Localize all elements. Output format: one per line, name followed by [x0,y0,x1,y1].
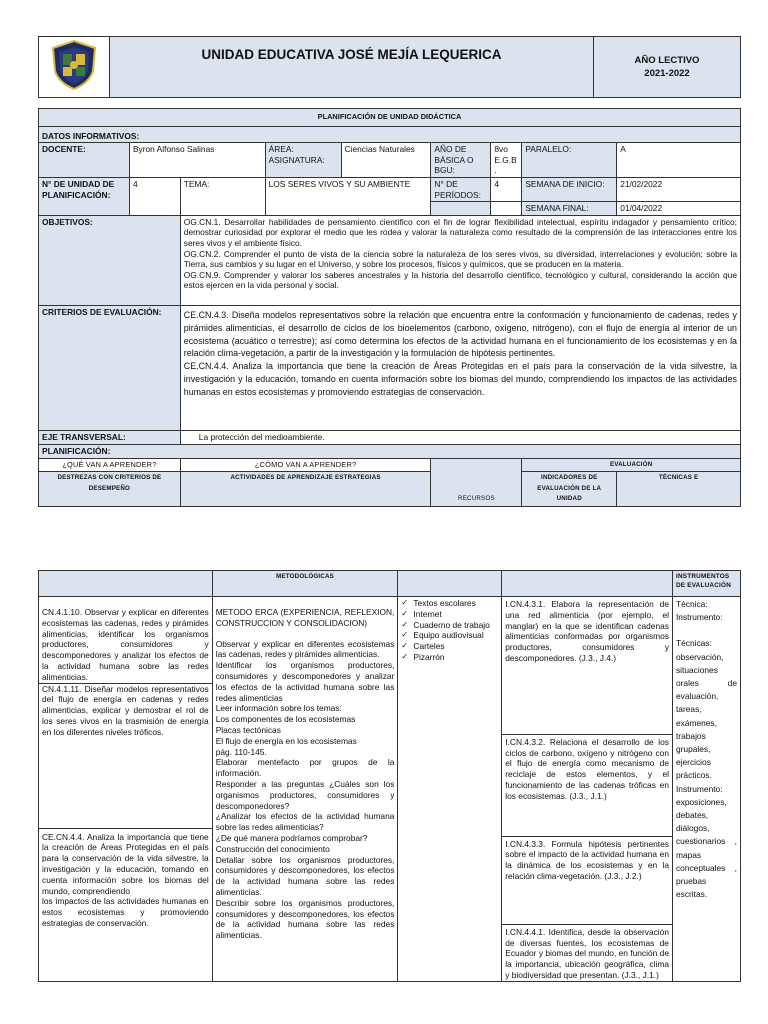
criterios-text [180,305,740,431]
paralelo-label: PARALELO: [522,143,617,178]
actividad-item: Construcción del conocimiento [215,843,330,854]
school-logo-cell [39,37,110,98]
actividad-item: Detallar sobre los organismos productores, consumidores y descomponedores, los efectos de la actividad humana sobre las redes alimenticias. [215,854,395,897]
activities-table [38,570,741,982]
recurso-item: ✓ Internet [401,609,498,620]
actividad-item: El flujo de energía en los ecosistemas [215,735,357,746]
que-aprender: ¿QUÉ VAN A APRENDER? [39,458,181,472]
actividades-cell [212,597,398,982]
actividad-item: Identificar los organismos productores, consumidores y descomponedores y analizar los efectos de la actividad humana sobre las redes alimenticias [215,660,395,703]
final-value: 01/04/2022 [617,202,741,216]
actividad-item: ¿Analizar los efectos de la actividad humana sobre las redes alimenticias? [215,811,395,833]
inicio-label: SEMANA DE INICIO: [522,177,617,201]
indicador-item: I.CN.4.4.1. Identifica, desde la observación de diversas fuentes, los ecosistemas de Ecuador y biomas del mundo, en función de la importancia, ubicación geográfica, clima y biodiversidad que presentan. (J.3., J.1.) [505,926,669,980]
tecnica-item: Instrumento: [675,612,723,623]
school-year-value: 2021-2022 [644,68,690,79]
indicador-item: I.CN.4.3.3. Formula hipótesis pertinentes sobre el impacto de la actividad humana en la dinámica de los ecosistemas y en la relación clima-vegetación. (J.3., J.2.) [502,837,672,925]
destreza-item: CE.CN.4.4. Analiza la importancia que tiene la creación de Áreas Protegidas en el país para la conservación de la vida silvestre, la investigación y la educación, tomando en cuenta información sobre los biomas del mundo, comprendiendo [42,831,209,896]
recursos-cell [398,597,502,982]
destrezas-cell [39,597,213,982]
tecnica-item: Técnica: [675,599,708,609]
final-label: SEMANA FINAL: [522,202,617,216]
school-name: UNIDAD EDUCATIVA JOSÉ MEJÍA LEQUERICA [110,37,594,98]
actividad-item: Responder a las preguntas ¿Cuáles son los organismos productores, consumidores y descomponedores? [215,778,395,811]
tecnicas-cell [672,597,740,982]
school-year-label: AÑO LECTIVO [634,55,700,66]
recurso-item: ✓ Equipo audiovisual [401,630,498,641]
tecnicas-header: TÉCNICAS E [617,472,741,507]
evaluacion-header: EVALUACIÓN [522,458,741,472]
tema-label: TEMA: [180,177,265,215]
indicadores-header: INDICADORES DE EVALUACIÓN DE LA UNIDAD [522,472,617,507]
destreza-item: los impactos de las actividades humanas en estos ecosistemas y promoviendo estrategias de conservación. [42,896,209,928]
planning-title: PLANIFICACIÓN DE UNIDAD DIDÁCTICA [39,109,741,127]
unidad-label: N° DE UNIDAD DE PLANIFICACIÓN: [39,177,130,215]
tecnica-item: Técnicas: observación, situaciones orales de evaluación, tareas, exámenes, trabajos grupales, ejercicios prácticos. [675,638,737,781]
destrezas-header: DESTREZAS CON CRITERIOS DE DESEMPEÑO [39,472,181,507]
school-year [594,37,741,98]
objetivo-item: OG.CN.2. Comprender el punto de vista de la ciencia sobre la naturaleza de los seres vivos, su diversidad, interrelaciones y evolución; sobre la Tierra, sus cambios y su lugar en el Universo, y sobre los procesos, físicos y químicos, que se producen en la materia. [183,248,737,270]
area-value: Ciencias Naturales [341,143,431,178]
criterios-label: CRITERIOS DE EVALUACIÓN: [39,305,181,431]
actividad-item: Elaborar mentefacto por grupos de la información. [215,757,395,779]
inicio-value: 21/02/2022 [617,177,741,201]
eje-label: EJE TRANSVERSAL: [39,431,181,445]
paralelo-value: A [617,143,741,178]
actividad-item: METODO ERCA (EXPERIENCIA, REFLEXION, CONSTRUCCION Y CONSOLIDACION) [215,607,395,628]
indicador-item: I.CN.4.3.1. Elabora la representación de una red alimenticia (por ejemplo, el manglar) en la que se identifican cadenas alimenticias conformadas por organismos productores, consumidores y descomponedores. (J.3., J.4.) [502,597,672,735]
actividad-item: Placas tectónicas [215,724,281,735]
recurso-item: ✓ Pizarrón [401,652,498,663]
objetivos-text [180,215,740,305]
actividad-item: ¿De qué manera podríamos comprobar? [215,832,368,843]
como-aprender: ¿CÓMO VAN A APRENDER? [180,458,431,472]
destreza-item: CN.4.1.10. Observar y explicar en diferentes ecosistemas las cadenas, redes y pirámides alimenticias, identificar los organismos productores, consumidores y descomponedores y analizar los efectos de la actividad humana sobre las redes alimenticias. [39,597,212,684]
tema-value: LOS SERES VIVOS Y SU AMBIENTE [265,177,431,215]
actividad-item: Describir sobre los organismos productores, consumidores y descomponedores, los efectos de la actividad humana sobre las redes alimenticias. [215,897,395,941]
planning-table [38,108,741,507]
periodos-label: N° DE PERÍODOS: [431,177,491,201]
docente-value: Byron Alfonso Salinas [129,143,265,178]
eje-value: La protección del medioambiente. [180,431,740,445]
actividad-item: pág. 110-145. [215,746,267,757]
docente-label: DOCENTE: [39,143,130,178]
recurso-item: ✓ Textos escolares [401,598,498,609]
area-label: ÁREA: ASIGNATURA: [265,143,341,178]
school-crest-icon [49,39,99,91]
anio-label: AÑO DE BÁSICA O BGU: [431,143,491,178]
objetivo-item: OG.CN.1. Desarrollar habilidades de pensamiento científico con el fin de lograr flexibilidad intelectual, espíritu indagador y pensamiento crítico; demostrar curiosidad por explorar el medio que les rodea y valorar la naturaleza como resultado de la comprensión de las interacciones entre los seres vivos y el ambiente físico. [183,216,737,248]
datos-label: DATOS INFORMATIVOS: [39,126,741,143]
indicadores-cell [502,597,673,982]
school-header [38,36,741,98]
metodologicas-header: METODOLÓGICAS [212,571,398,597]
periodos-value: 4 [491,177,522,201]
instrumentos-header: INSTRUMENTOS DE EVALUACIÓN [672,571,740,597]
recursos-list [401,598,498,663]
actividades-header: ACTIVIDADES DE APRENDIZAJE ESTRATEGIAS [180,472,431,507]
tecnica-item: Instrumento: exposiciones, debates, diálogos, cuestionarios , mapas conceptuales , pruebas escritas. [675,783,737,900]
criterio-item: CE.CN.4.3. Diseña modelos representativos sobre la relación que encuentra entre la conformación y funcionamiento de cadenas, redes y pirámides alimenticias, el desarrollo de ciclos de los bioelementos (carbono, oxígeno, nitrógeno), con el flujo de energía al interior de un ecosistema (acuático o terrestre); así como determina los efectos de la actividad humana en el funcionamiento de los ecosistemas y en la relación clima-vegetación, a partir de la investigación y la formulación de hipótesis pertinentes. [183,309,737,359]
anio-value: 8vo E.G.B . [491,143,522,178]
actividad-item: Observar y explicar en diferentes ecosistemas las cadenas, redes y pirámides alimenticias. [215,638,395,660]
recursos-header: RECURSOS [431,458,522,506]
actividad-item: Leer información sobre los temas: [215,703,342,714]
actividad-item: Los componentes de los ecosistemas [215,714,356,725]
recurso-item: ✓ Carteles [401,641,498,652]
destreza-item: CN.4.1.11. Diseñar modelos representativos del flujo de energía en cadenas y redes alimenticias, explicar y demostrar el rol de los seres vivos en la trasmisión de energía en los diferentes niveles tróficos. [39,684,212,829]
planificacion-label: PLANIFICACIÓN: [39,445,741,459]
indicador-item: I.CN.4.3.2. Relaciona el desarrollo de los ciclos de carbono, oxígeno y nitrógeno con el flujo de energía como mecanismo de reciclaje de estos elementos, y el funcionamiento de las cadenas tróficas en los ecosistemas. (J.3., J.1.) [502,735,672,837]
objetivos-label: OBJETIVOS: [39,215,181,305]
criterio-item: CE.CN.4.4. Analiza la importancia que tiene la creación de Áreas Protegidas en el país para la conservación de la vida silvestre, la investigación y la educación, tomando en cuenta información sobre los biomas del mundo, comprendiendo los impactos de las actividades humanas en estos ecosistemas y promoviendo estrategias de conservación. [183,361,737,397]
recurso-item: ✓ Cuaderno de trabajo [401,620,498,631]
objetivo-item: OG.CN.9. Comprender y valorar los saberes ancestrales y la historia del desarrollo científico, tecnológico y cultural, considerando la acción que estos ejercen en la vida personal y social. [183,269,737,291]
unidad-value: 4 [129,177,180,215]
